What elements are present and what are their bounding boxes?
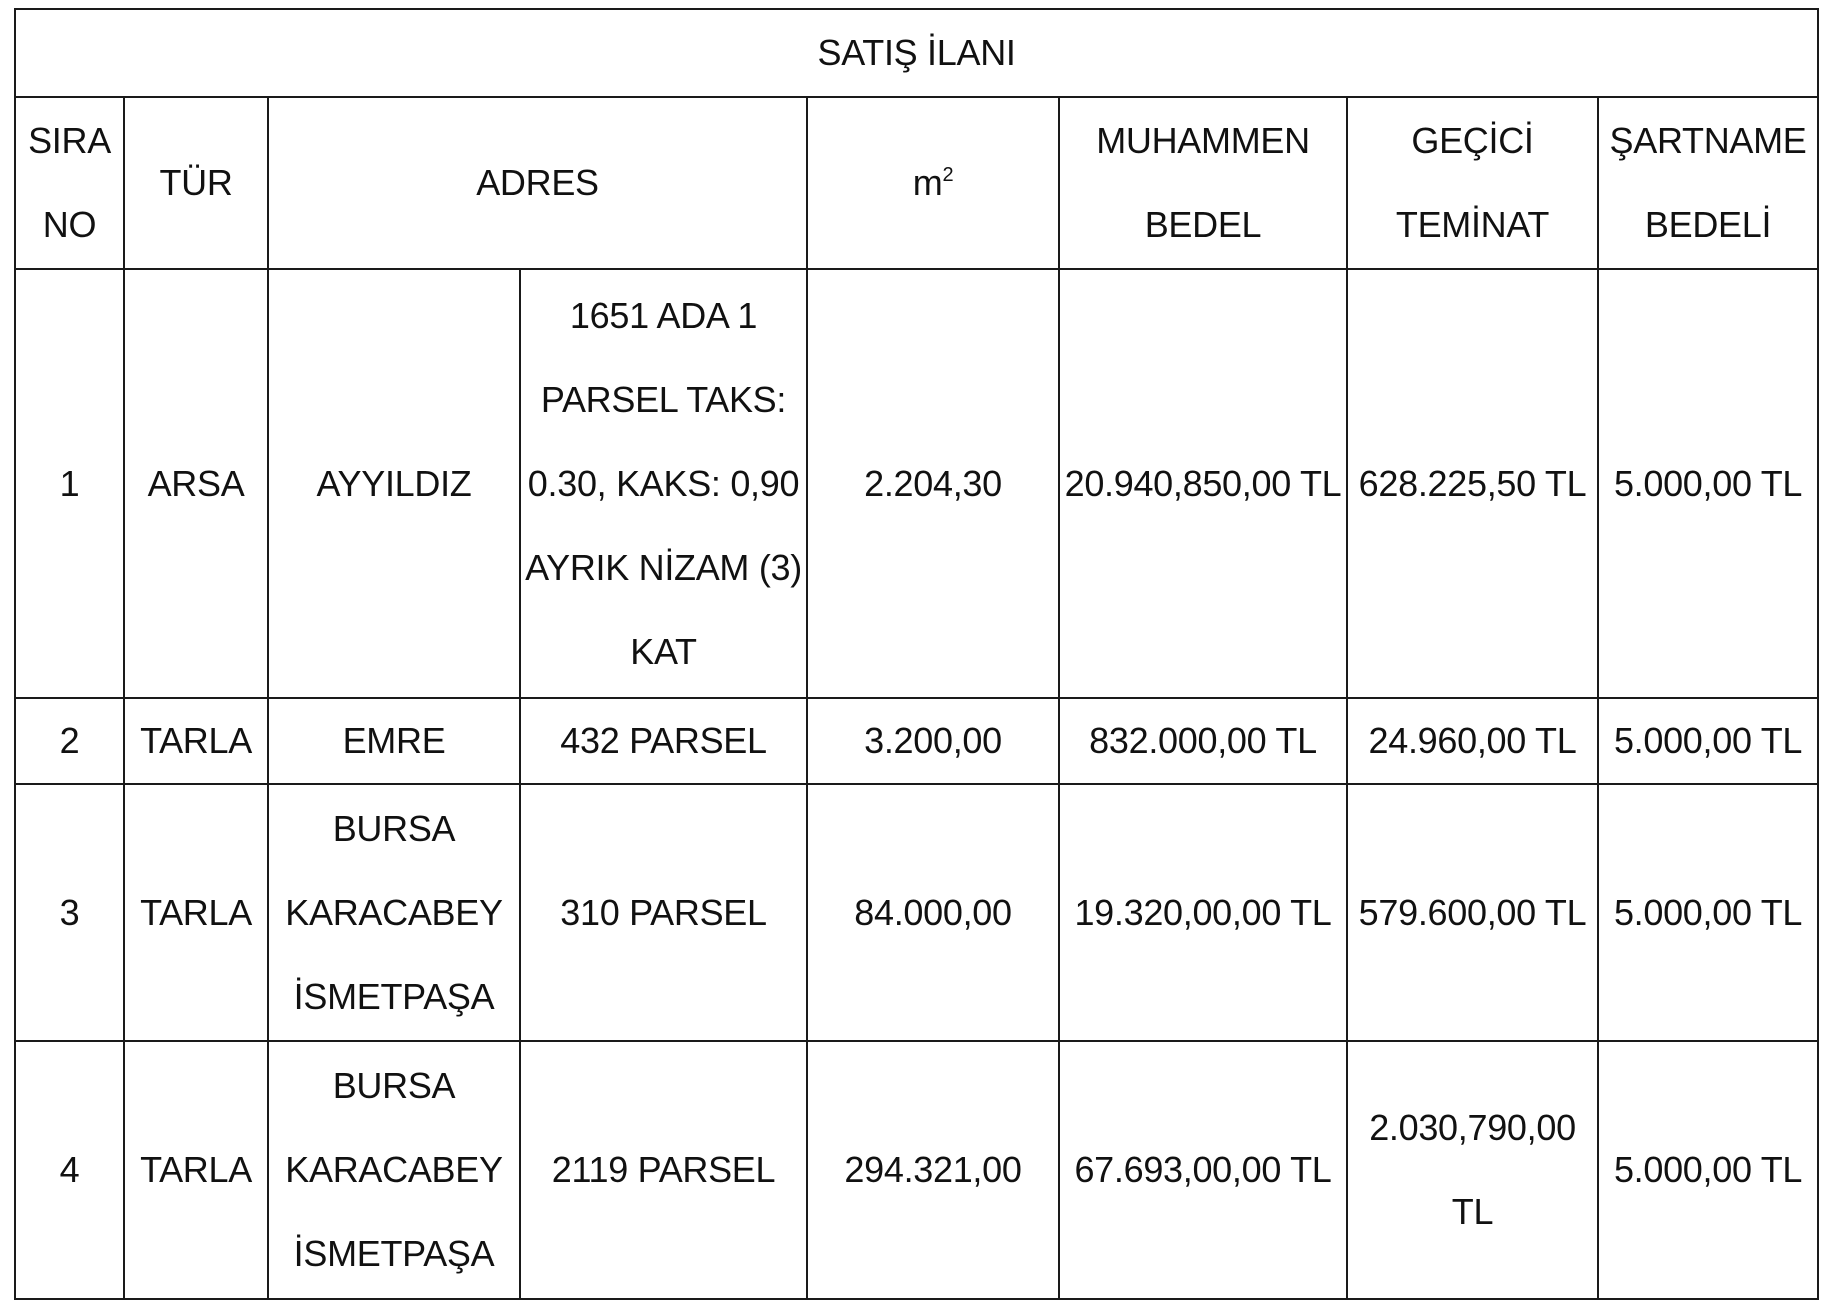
row-parcel-line: PARSEL TAKS: (540, 378, 787, 420)
table-row (15, 698, 1818, 784)
row-spec-fee: 5.000,00 TL (1598, 1041, 1818, 1299)
header-muhammen-bedel-line: MUHAMMEN (1096, 120, 1310, 161)
title-row (15, 9, 1818, 97)
row-estimated-value: 67.693,00,00 TL (1059, 1041, 1347, 1299)
row-location-line: AYYILDIZ (316, 462, 472, 504)
row-location-line: KARACABEY (285, 1149, 503, 1190)
row-parcel (520, 1041, 807, 1299)
row-type: ARSA (124, 269, 268, 698)
row-location (268, 784, 520, 1041)
row-temporary-deposit: 628.225,50 TL (1347, 269, 1598, 698)
header-sartname-bedeli (1598, 97, 1818, 269)
row-spec-fee: 5.000,00 TL (1598, 698, 1818, 784)
row-type: TARLA (124, 784, 268, 1041)
row-parcel-line: KAT (630, 630, 697, 672)
row-spec-fee: 5.000,00 TL (1598, 784, 1818, 1041)
row-location (268, 1041, 520, 1299)
header-row (15, 97, 1818, 269)
table-title: SATIŞ İLANI (15, 9, 1818, 97)
row-parcel-line: 432 PARSEL (560, 720, 767, 761)
row-parcel-line: 310 PARSEL (560, 891, 767, 933)
header-sira-no (15, 97, 124, 269)
row-temporary-deposit: 579.600,00 TL (1347, 784, 1598, 1041)
row-estimated-value: 19.320,00,00 TL (1059, 784, 1347, 1041)
row-parcel (520, 698, 807, 784)
row-parcel-line: AYRIK NİZAM (3) (525, 546, 802, 588)
header-sira-no-line: SIRA (28, 120, 111, 161)
header-area-unit: m (912, 162, 943, 203)
row-temporary-deposit: 2.030,790,00 TL (1347, 1041, 1598, 1299)
header-gecici-teminat-line: GEÇİCİ (1411, 120, 1534, 161)
row-no: 4 (15, 1041, 124, 1299)
header-sira-no-line: NO (42, 204, 97, 245)
header-muhammen-bedel-line: BEDEL (1144, 204, 1262, 245)
row-location (268, 698, 520, 784)
header-area-exponent: 2 (942, 164, 954, 186)
row-location-line: KARACABEY (285, 891, 503, 933)
row-location (268, 269, 520, 698)
row-temporary-deposit: 24.960,00 TL (1347, 698, 1598, 784)
table-row (15, 784, 1818, 1041)
row-no: 3 (15, 784, 124, 1041)
header-gecici-teminat-line: TEMİNAT (1395, 204, 1550, 245)
header-sartname-bedeli-line: BEDELİ (1644, 204, 1772, 245)
row-location-line: BURSA (332, 1065, 456, 1106)
row-type: TARLA (124, 1041, 268, 1299)
sale-announcement-table (14, 8, 1819, 1300)
row-parcel (520, 784, 807, 1041)
header-sartname-bedeli-line: ŞARTNAME (1609, 120, 1807, 161)
table-row (15, 269, 1818, 698)
row-no: 1 (15, 269, 124, 698)
row-parcel-line: 1651 ADA 1 (569, 294, 758, 336)
row-area: 2.204,30 (807, 269, 1059, 698)
row-location-line: EMRE (342, 720, 446, 761)
header-muhammen-bedel (1059, 97, 1347, 269)
header-tur: TÜR (124, 97, 268, 269)
row-estimated-value: 20.940,850,00 TL (1059, 269, 1347, 698)
row-location-line: İSMETPAŞA (293, 1233, 495, 1274)
row-location-line: İSMETPAŞA (293, 975, 495, 1017)
table-row (15, 1041, 1818, 1299)
row-spec-fee: 5.000,00 TL (1598, 269, 1818, 698)
row-parcel (520, 269, 807, 698)
row-area: 84.000,00 (807, 784, 1059, 1041)
row-estimated-value: 832.000,00 TL (1059, 698, 1347, 784)
row-area: 3.200,00 (807, 698, 1059, 784)
header-adres: ADRES (268, 97, 807, 269)
row-location-line: BURSA (332, 807, 456, 849)
row-no: 2 (15, 698, 124, 784)
header-gecici-teminat (1347, 97, 1598, 269)
header-area (807, 97, 1059, 269)
row-parcel-line: 2119 PARSEL (551, 1149, 776, 1190)
row-parcel-line: 0.30, KAKS: 0,90 (527, 462, 800, 504)
row-type: TARLA (124, 698, 268, 784)
row-area: 294.321,00 (807, 1041, 1059, 1299)
